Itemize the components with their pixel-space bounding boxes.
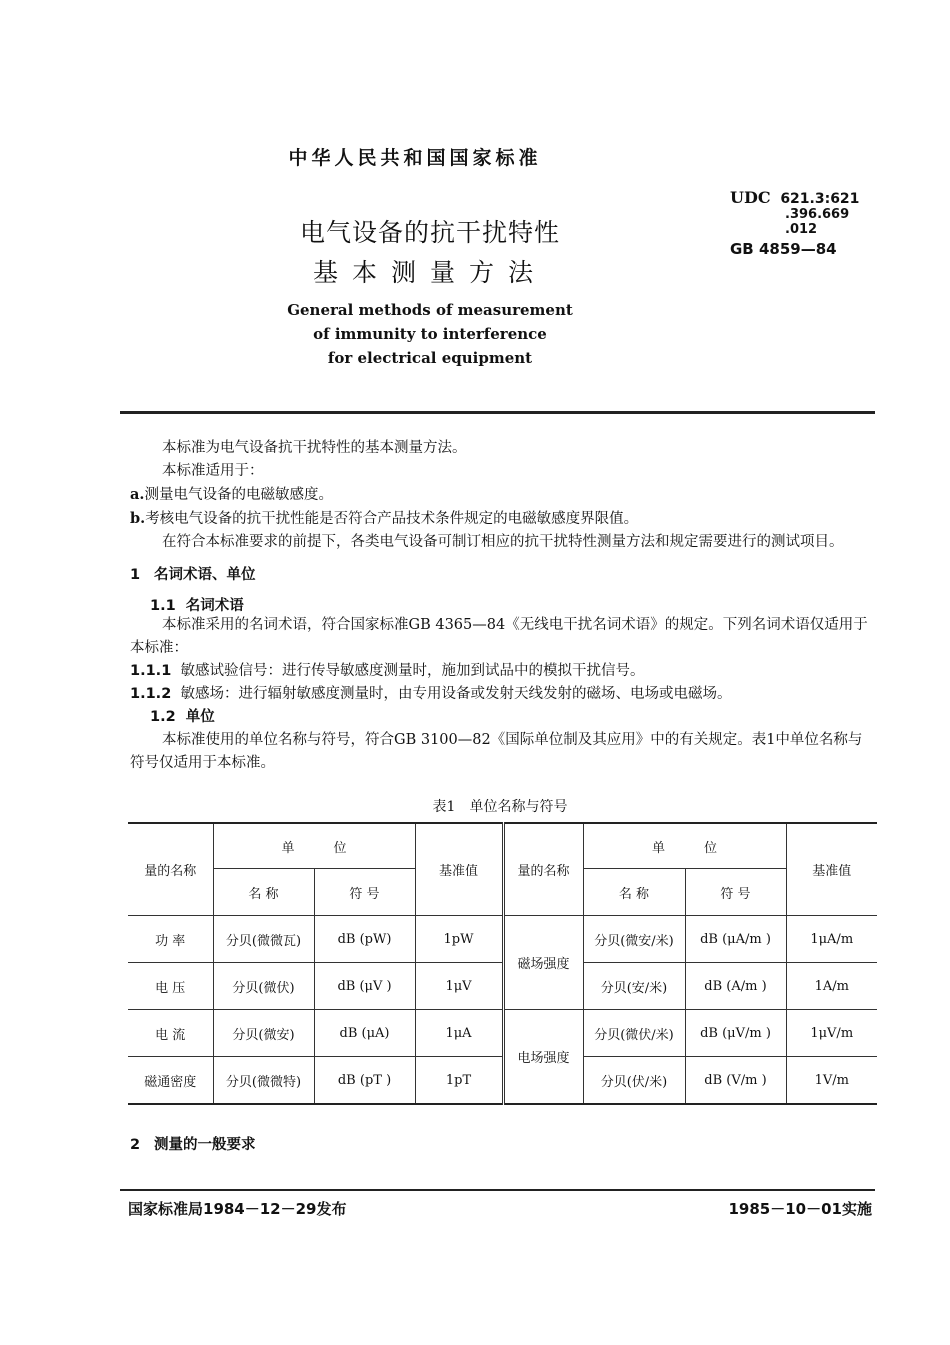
udc-line3: .012 [785, 222, 818, 237]
cell-reference: 1μA/m [786, 916, 877, 963]
section-2-title: 测量的一般要求 [154, 1137, 256, 1153]
title-en-line1: General methods of measurement [287, 301, 573, 319]
item-a-text: 测量电气设备的电磁敏感度。 [144, 487, 333, 503]
cell-unit-symbol: dB (μV ) [314, 963, 415, 1010]
cell-quantity: 功 率 [128, 916, 213, 963]
section-1-1-text: 本标准采用的名词术语，符合国家标准GB 4365—84《无线电干扰名词术语》的规定。下列名词术语仅适用于本标准： [130, 617, 868, 656]
intro-paragraph-2: 本标准适用于： [162, 463, 264, 479]
intro-section [130, 437, 875, 775]
cell-unit-symbol: dB (pT ) [314, 1057, 415, 1105]
title-cn-line1: 电气设备的抗干扰特性 [299, 218, 560, 247]
header-ref-right: 基准值 [786, 823, 877, 916]
section-1-2-title: 单位 [185, 709, 215, 725]
section-1-1-title: 名词术语 [185, 598, 244, 614]
item-b-label: b. [130, 510, 146, 527]
cell-reference: 1V/m [786, 1057, 877, 1105]
table-row [128, 1057, 877, 1105]
standard-name: 中华人民共和国国家标准 [288, 147, 542, 169]
cell-reference: 1μV [415, 963, 503, 1010]
table-row [128, 916, 877, 963]
cell-quantity-group: 电场强度 [503, 1010, 583, 1105]
section-2-heading [130, 1133, 256, 1154]
header-quantity-right: 量的名称 [503, 823, 583, 916]
cell-quantity: 磁通密度 [128, 1057, 213, 1105]
effective-date: 1985－10－01实施 [728, 1200, 872, 1218]
cell-reference: 1A/m [786, 963, 877, 1010]
header-unit-right: 单 位 [583, 823, 786, 869]
section-1-1-2 [130, 683, 875, 706]
cell-unit-name: 分贝(微安) [213, 1010, 314, 1057]
section-1-1-2-text: 敏感场：进行辐射敏感度测量时，由专用设备或发射天线发射的磁场、电场或电磁场。 [180, 686, 732, 702]
cell-reference: 1pT [415, 1057, 503, 1105]
cell-quantity: 电 流 [128, 1010, 213, 1057]
cell-unit-symbol: dB (μA/m ) [685, 916, 786, 963]
cell-unit-name: 分贝(微微特) [213, 1057, 314, 1105]
cell-quantity-group: 磁场强度 [503, 916, 583, 1010]
header-quantity-left: 量的名称 [128, 823, 213, 916]
issue-date: 国家标准局1984－12－29发布 [128, 1200, 347, 1218]
header-ref-left: 基准值 [415, 823, 503, 916]
cell-unit-name: 分贝(微伏/米) [583, 1010, 685, 1057]
section-1-2-num: 1.2 [150, 709, 176, 725]
footer-rule [120, 1189, 875, 1191]
table-row [128, 1010, 877, 1057]
intro-paragraph-3: 在符合本标准要求的前提下，各类电气设备可制订相应的抗干扰特性测量方法和规定需要进行的测试项目。 [162, 534, 844, 550]
udc-label: UDC [730, 188, 771, 207]
header-symbol-left: 符 号 [314, 869, 415, 916]
units-table [128, 822, 877, 1105]
cell-unit-symbol: dB (μV/m ) [685, 1010, 786, 1057]
cell-unit-name: 分贝(微伏) [213, 963, 314, 1010]
section-1-1-1-text: 敏感试验信号：进行传导敏感度测量时，施加到试品中的模拟干扰信号。 [180, 663, 645, 679]
intro-paragraph-1: 本标准为电气设备抗干扰特性的基本测量方法。 [162, 440, 467, 456]
section-1-1-1-num: 1.1.1 [130, 663, 172, 679]
title-cn-line2: 基本测量方法 [312, 258, 547, 287]
title-en-line2: of immunity to interference [313, 325, 547, 343]
cell-unit-name: 分贝(安/米) [583, 963, 685, 1010]
table-caption: 表1 单位名称与符号 [432, 799, 568, 815]
cell-unit-symbol: dB (pW) [314, 916, 415, 963]
cell-unit-name: 分贝(微微瓦) [213, 916, 314, 963]
section-1-2-heading [130, 706, 875, 729]
udc-line2: .396.669 [785, 207, 850, 222]
intro-item-b [130, 507, 875, 531]
section-1-1-2-num: 1.1.2 [130, 686, 172, 702]
cell-unit-name: 分贝(伏/米) [583, 1057, 685, 1105]
section-1-1-1 [130, 660, 875, 683]
cell-reference: 1μV/m [786, 1010, 877, 1057]
cell-quantity: 电 压 [128, 963, 213, 1010]
section-1-num: 1 [130, 567, 141, 583]
table-row [128, 963, 877, 1010]
gb-number: GB 4859—84 [730, 240, 837, 258]
section-1-heading [130, 564, 875, 587]
cell-unit-symbol: dB (V/m ) [685, 1057, 786, 1105]
title-en [250, 298, 610, 370]
udc-line1: 621.3:621 [780, 191, 860, 207]
cell-unit-name: 分贝(微安/米) [583, 916, 685, 963]
item-b-text: 考核电气设备的抗干扰性能是否符合产品技术条件规定的电磁敏感度界限值。 [145, 511, 639, 527]
section-1-2-text: 本标准使用的单位名称与符号，符合GB 3100—82《国际单位制及其应用》中的有关规定。表1中单位名称与符号仅适用于本标准。 [130, 732, 863, 771]
section-2-num: 2 [130, 1137, 141, 1153]
cell-reference: 1μA [415, 1010, 503, 1057]
item-a-label: a. [130, 486, 145, 503]
cell-unit-symbol: dB (A/m ) [685, 963, 786, 1010]
intro-item-a [130, 483, 875, 507]
section-1-title: 名词术语、单位 [154, 567, 256, 583]
section-1-1-num: 1.1 [150, 598, 176, 614]
header-rule [120, 411, 875, 414]
classification-block [730, 190, 859, 257]
cell-reference: 1pW [415, 916, 503, 963]
title-en-line3: for electrical equipment [327, 349, 533, 367]
header-symbol-right: 符 号 [685, 869, 786, 916]
header-unit-left: 单 位 [213, 823, 415, 869]
header-name-right: 名 称 [583, 869, 685, 916]
cell-unit-symbol: dB (μA) [314, 1010, 415, 1057]
header-name-left: 名 称 [213, 869, 314, 916]
